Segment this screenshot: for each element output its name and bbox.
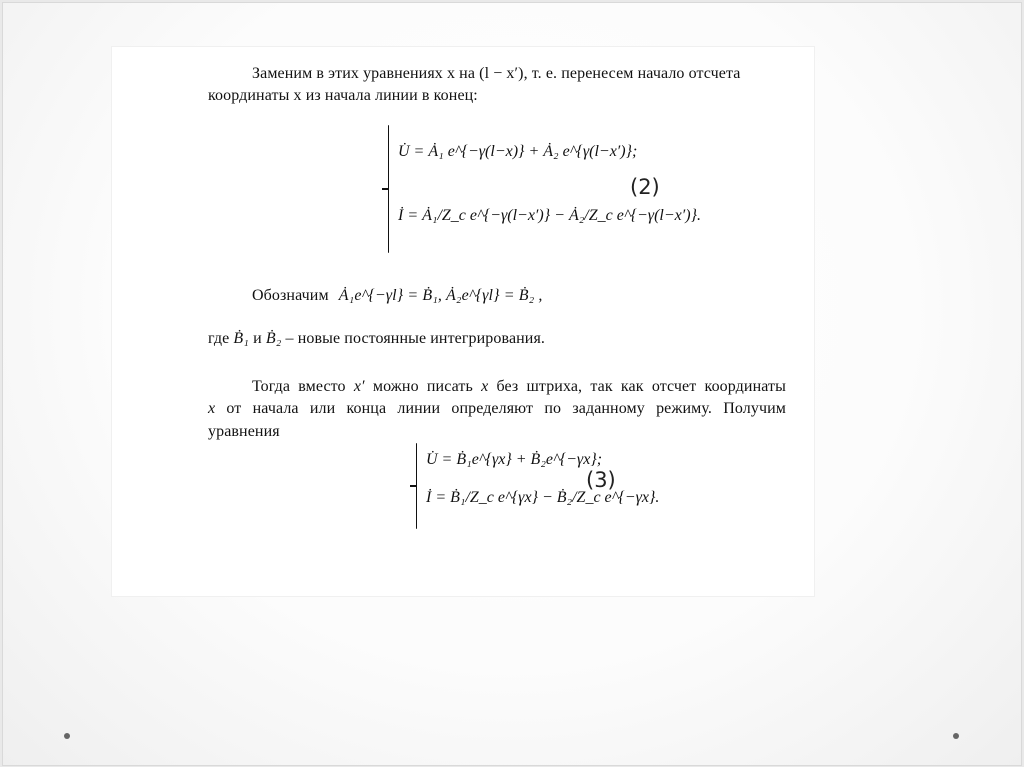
word: заданному	[572, 400, 645, 417]
slide	[2, 2, 1022, 766]
word: писать	[426, 378, 473, 395]
corner-dot-right	[953, 733, 959, 739]
constant-b1: Ḃ₁	[233, 330, 249, 347]
word: x	[481, 378, 489, 395]
word: от	[226, 400, 242, 417]
equation-2-row-2: İ = Ȧ₁/Z_c e^{−γ(l−x′)} − Ȧ₂/Z_c e^{−γ(l−x′)}.	[398, 207, 701, 224]
word: штриха,	[526, 378, 583, 395]
left-brace	[388, 125, 389, 253]
equation-2-row-1: U̇ = Ȧ₁ e^{−γ(l−x)} + Ȧ₂ e^{γ(l−x′)};	[398, 143, 638, 160]
equation-3-number: (3)	[586, 468, 616, 492]
constants-suffix: – новые постоянные интегрирования.	[285, 330, 546, 347]
word: Тогда	[252, 378, 291, 395]
equation-3-row-2: İ = Ḃ₁/Z_c e^{γx} − Ḃ₂/Z_c e^{−γx}.	[426, 489, 660, 506]
paragraph-3-line-3: уравнения	[208, 423, 280, 440]
paragraph-3-line-1	[252, 378, 786, 396]
notation-formula: Ȧ₁e^{−γl} = Ḃ₁, Ȧ₂e^{γl} = Ḃ₂ ,	[338, 287, 543, 304]
notation-prefix: Обозначим	[252, 287, 329, 304]
equation-2-number: (2)	[630, 175, 660, 199]
word: без	[496, 378, 519, 395]
paragraph-3-line-2	[208, 400, 786, 418]
word: режиму.	[656, 400, 713, 417]
word: x	[208, 400, 216, 417]
word: по	[544, 400, 562, 417]
word: можно	[372, 378, 419, 395]
word: отсчет	[651, 378, 697, 395]
word: линии	[397, 400, 441, 417]
word: Получим	[723, 400, 786, 417]
left-brace	[416, 443, 417, 529]
word: или	[309, 400, 336, 417]
word: вместо	[298, 378, 346, 395]
document-page	[112, 47, 814, 596]
constants-and: и	[253, 330, 262, 347]
word: конца	[346, 400, 387, 417]
paragraph-1-line-1: Заменим в этих уравнениях x на (l − x′), т. е. перенесем начало отсчета	[252, 65, 741, 82]
equation-system-2	[384, 125, 701, 255]
word: так	[590, 378, 613, 395]
word: координаты	[704, 378, 786, 395]
word: определяют	[451, 400, 534, 417]
corner-dot-left	[64, 733, 70, 739]
notation-line	[252, 287, 542, 305]
constant-b2: Ḃ₂	[265, 330, 282, 347]
constants-prefix: где	[208, 330, 230, 347]
word: как	[620, 378, 644, 395]
paragraph-1-line-2: координаты x из начала линии в конец:	[208, 87, 478, 104]
constants-line	[208, 330, 545, 348]
word: x′	[353, 378, 365, 395]
equation-3-row-1: U̇ = Ḃ₁e^{γx} + Ḃ₂e^{−γx};	[426, 451, 603, 468]
equation-system-3	[412, 443, 660, 531]
word: начала	[252, 400, 299, 417]
